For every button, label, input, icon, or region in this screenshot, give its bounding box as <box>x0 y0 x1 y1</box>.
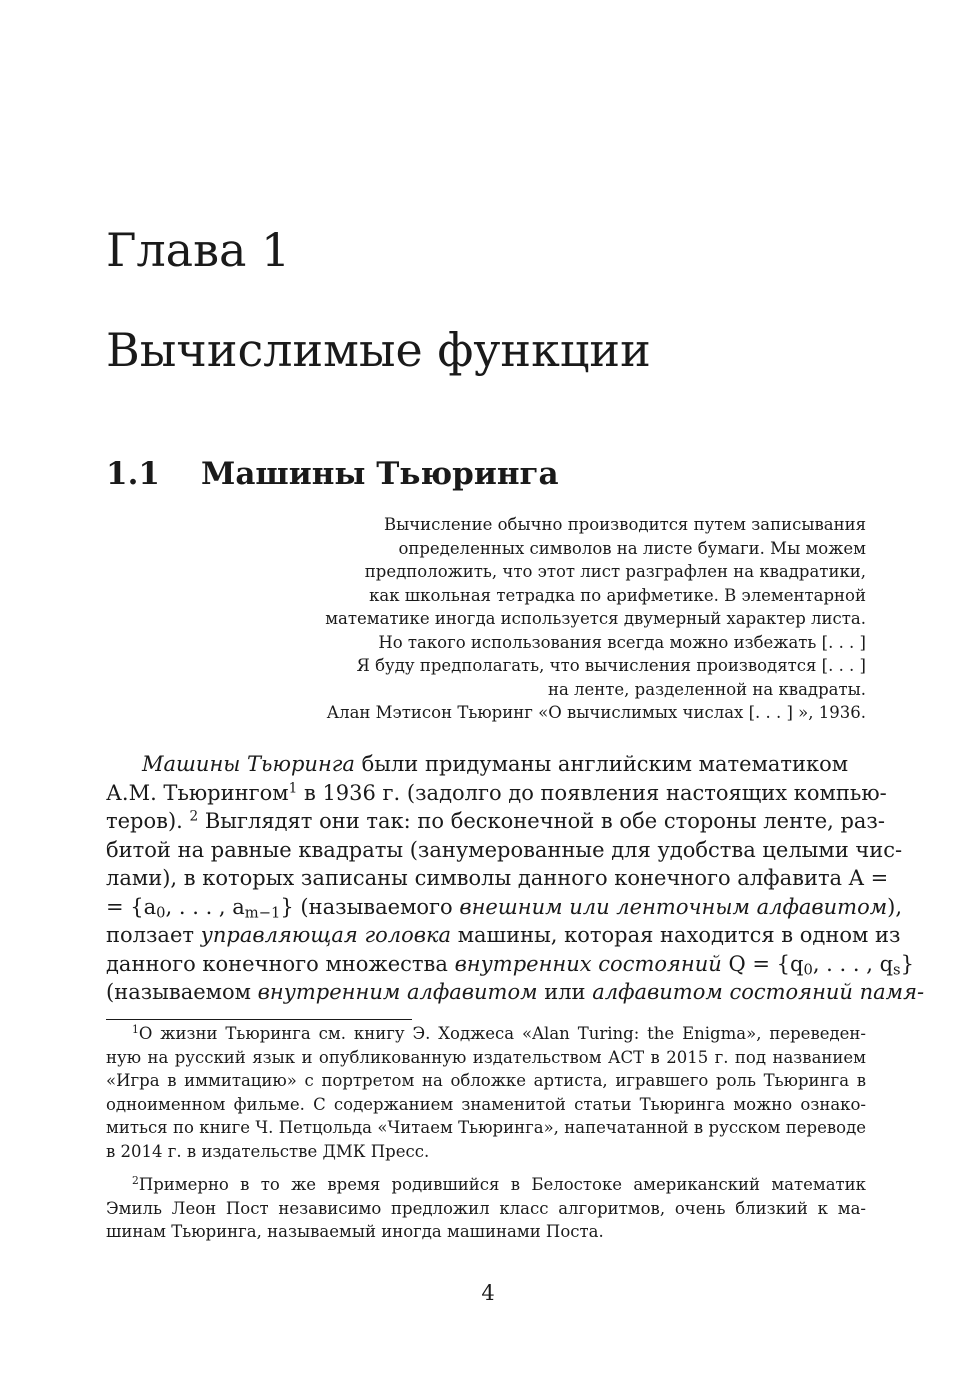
term-emphasis: управляющая головка <box>200 923 452 947</box>
chapter-title: Вычислимые функции <box>106 323 651 377</box>
term-emphasis: Машины Тьюринга <box>142 752 355 776</box>
epigraph <box>266 513 866 725</box>
footnote-1-line: «Игра в иммитацию» с портретом на обложке артиста, игравшего роль Тьюринга в <box>106 1071 866 1090</box>
body-text: ), <box>887 894 903 919</box>
math-subscript: 0 <box>803 961 813 979</box>
math-subscript: s <box>893 961 901 979</box>
body-line <box>106 807 885 836</box>
body-text: Выглядят они так: по бесконечной в обе стороны ленте, раз- <box>198 809 885 833</box>
section-number: 1.1 <box>106 456 160 492</box>
footnote-1-line: ную на русский язык и опубликованную издательством АСТ в 2015 г. под названием <box>106 1047 866 1067</box>
body-text: в 1936 г. (задолго до появления настоящих компью- <box>297 780 887 805</box>
epigraph-line: предположить, что этот лист разграфлен на квадратики, <box>364 562 866 581</box>
footnote-ref-2[interactable]: 2 <box>189 808 199 825</box>
math-subscript: m−1 <box>244 904 281 922</box>
chapter-label: Глава 1 <box>106 223 291 277</box>
footnote-2-line <box>106 1173 866 1197</box>
epigraph-attribution: Алан Мэтисон Тьюринг «О вычислимых числах [. . . ] », 1936. <box>326 703 866 722</box>
body-text: или <box>537 980 593 1004</box>
footnote-text: Примерно в то же время родившийся в Белостоке американский математик <box>138 1175 866 1194</box>
term-emphasis: внешним или ленточным алфавитом <box>459 894 888 919</box>
footnotes <box>106 1022 866 1244</box>
epigraph-line: Вычисление обычно производится путем записывания <box>383 515 866 534</box>
footnote-ref-1[interactable]: 1 <box>288 780 298 796</box>
body-text: А.М. Тьюрингом <box>106 780 289 805</box>
footnote-mark-2: 2 <box>132 1174 139 1188</box>
body-paragraph <box>106 750 925 1007</box>
page-number: 4 <box>481 1281 495 1305</box>
epigraph-line: на ленте, разделенной на квадраты. <box>547 679 866 699</box>
epigraph-line: математике иногда используется двумерный характер листа. <box>325 609 866 628</box>
body-text: ползает <box>106 923 201 947</box>
epigraph-line: Я буду предполагать, что вычисления производятся [. . . ] <box>356 656 866 675</box>
footnote-divider <box>106 1019 412 1020</box>
section-heading <box>106 454 559 494</box>
epigraph-line: определенных символов на листе бумаги. Мы можем <box>398 538 866 558</box>
section-title: Машины Тьюринга <box>201 456 559 492</box>
body-text: данного конечного множества <box>106 951 455 976</box>
body-line: лами), в которых записаны символы данного конечного алфавита A = <box>106 866 889 890</box>
math-text: , . . . , a <box>165 894 245 919</box>
footnote-mark-1: 1 <box>132 1023 139 1037</box>
math-subscript: 0 <box>156 904 166 922</box>
body-line <box>106 921 901 950</box>
body-line <box>106 750 866 779</box>
body-line <box>106 978 925 1007</box>
footnote-2-line: шинам Тьюринга, называемый иногда машинами Поста. <box>106 1222 604 1241</box>
term-emphasis: внутренним алфавитом <box>257 980 538 1004</box>
body-text: } (называемого <box>280 894 460 919</box>
footnote-1-line: в 2014 г. в издательстве ДМК Пресс. <box>106 1141 430 1161</box>
epigraph-line: как школьная тетрадка по арифметике. В элементарной <box>369 585 866 605</box>
term-emphasis: внутренних состояний <box>454 951 722 976</box>
body-text: были придуманы английским математиком <box>354 752 849 776</box>
body-line: битой на равные квадраты (занумерованные для удобства целыми чис- <box>106 837 903 862</box>
body-line <box>106 779 887 808</box>
body-text: машины, которая находится в одном из <box>451 923 901 947</box>
math-text: Q = {q <box>721 951 804 976</box>
footnote-2-line: Эмиль Леон Пост независимо предложил класс алгоритмов, очень близкий к ма- <box>106 1198 866 1218</box>
footnote-1-line: миться по книге Ч. Петцольда «Читаем Тьюринга», напечатанной в русском переводе <box>106 1118 866 1137</box>
math-text: , . . . , q <box>812 951 894 976</box>
footnote-1-line: одноименном фильме. С содержанием знаменитой статьи Тьюринга можно ознако- <box>106 1094 866 1114</box>
footnote-1-line <box>106 1022 866 1046</box>
body-text: теров). <box>106 809 190 833</box>
epigraph-line: Но такого использования всегда можно избежать [. . . ] <box>378 632 866 652</box>
math-text: = {a <box>106 894 157 919</box>
body-line <box>106 950 914 979</box>
footnote-text: О жизни Тьюринга см. книгу Э. Ходжеса «Alan Turing: the Enigma», переведен- <box>138 1024 866 1043</box>
term-emphasis: алфавитом состояний памя- <box>592 980 925 1004</box>
math-text: } <box>900 951 914 976</box>
body-text: (называемом <box>106 980 258 1004</box>
body-line <box>106 893 903 922</box>
